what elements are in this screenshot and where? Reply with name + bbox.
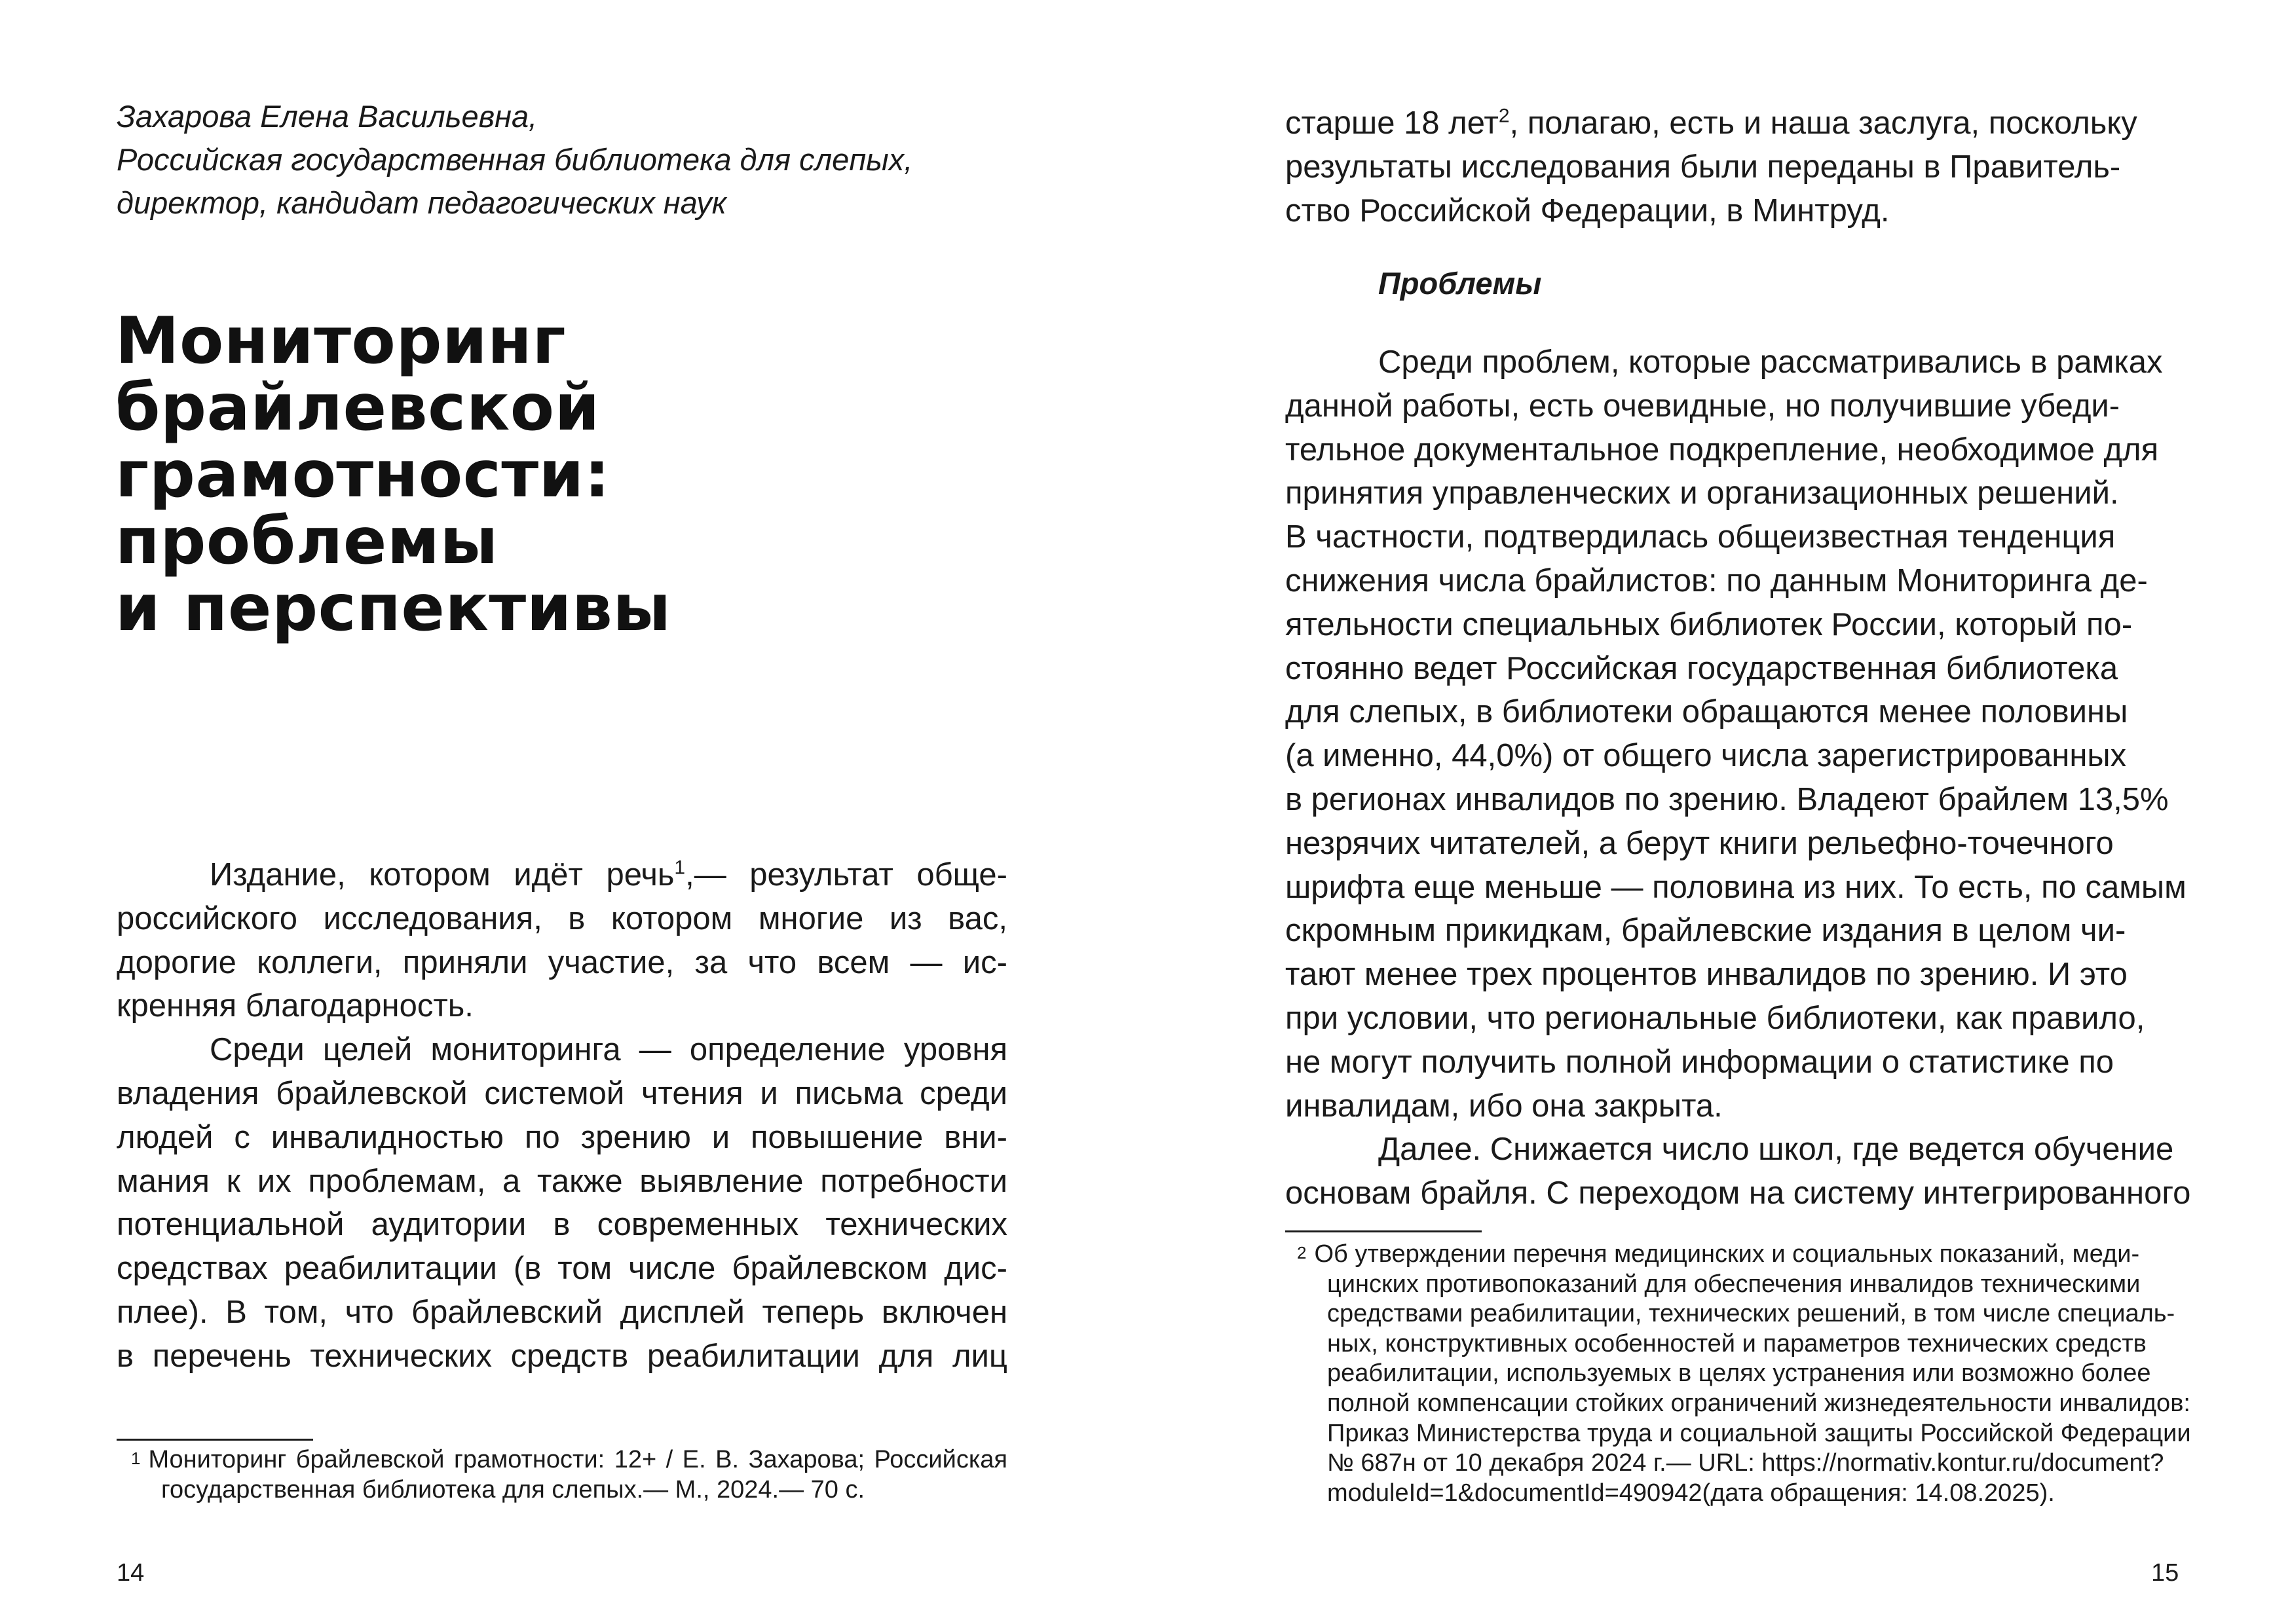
text-line: потенциальной аудитории в современных технических (117, 1207, 1007, 1243)
footnote-line: moduleId=1&documentId=490942(дата обращения: 14.08.2025). (1327, 1479, 2055, 1507)
footnote-line: $^1$ Мониторинг брайлевской грамотности: 12+ / Е. В. Захарова; Российская (131, 1446, 1007, 1473)
text-line: тельное документальное подкрепление, необходимое для (1285, 432, 2159, 468)
text-line: инвалидам, ибо она закрыта. (1285, 1088, 1723, 1124)
text-line: в регионах инвалидов по зрению. Владеют брайлем 13,5% (1285, 781, 2169, 817)
text-line: В частности, подтвердилась общеизвестная тенденция (1285, 519, 2116, 555)
text-line: шрифта еще меньше — половина из них. То есть, по самым (1285, 869, 2187, 905)
title-line: Мониторинг (115, 304, 567, 378)
text-line: стоянно ведет Российская государственная библиотека (1285, 650, 2118, 686)
text-line: данной работы, есть очевидные, но получившие убеди- (1285, 388, 2120, 424)
footnote-line: $^2$ Об утверждении перечня медицинских и социальных показаний, меди- (1297, 1240, 2140, 1268)
title-line: грамотности: (115, 437, 610, 512)
text-line: кренняя благодарность. (117, 988, 474, 1024)
footnote-number: 1 (131, 1449, 141, 1468)
title-line: и перспективы (115, 571, 671, 646)
text-line: скромным прикидкам, брайлевские издания в целом чи- (1285, 913, 2126, 949)
footnote-line: цинских противопоказаний для обеспечения инвалидов техническими (1327, 1270, 2141, 1298)
footnote-line: № 687н от 10 декабря 2024 г.— URL: https://normativ.kontur.ru/document? (1327, 1449, 2164, 1477)
footnote-2 (1297, 1240, 2191, 1508)
footnote-number: 2 (1297, 1243, 1307, 1263)
text-line: российского исследования, в котором многие из вас, (117, 900, 1007, 936)
text-line: тают менее трех процентов инвалидов по зрению. И это (1285, 957, 2128, 993)
text-line: в перечень технических средств реабилитации для лиц (117, 1338, 1007, 1374)
footnote-rule (117, 1439, 313, 1441)
author-organization: Российская государственная библиотека для слепых, (117, 142, 913, 177)
page-number-right: 15 (2151, 1559, 2179, 1587)
text-line: незрячих читателей, а берут книги рельефно-точечного (1285, 825, 2114, 861)
text-line: результаты исследования были переданы в Правитель- (1285, 149, 2121, 185)
left-body-text (117, 853, 1007, 1378)
text-line: не могут получить полной информации о статистике по (1285, 1044, 2114, 1080)
footnote-line: полной компенсации стойких ограничений жизнедеятельности инвалидов: (1327, 1389, 2190, 1417)
right-top-text (1285, 101, 2137, 232)
text-line: ятельности специальных библиотек России, который по- (1285, 606, 2133, 642)
footnote-line: государственная библиотека для слепых.— М., 2024.— 70 с. (161, 1475, 865, 1504)
footnote-line: Приказ Министерства труда и социальной защиты Российской Федерации (1327, 1419, 2191, 1447)
title-line: проблемы (115, 504, 498, 579)
author-block (117, 95, 1034, 225)
right-page (1145, 0, 2290, 1624)
text-line: принятия управленческих и организационных решений. (1285, 475, 2119, 511)
text-line: плее). В том, что брайлевский дисплей теперь включен (117, 1294, 1007, 1330)
footnote-line: средствами реабилитации, технических решений, в том числе специаль- (1327, 1300, 2175, 1328)
text-line: дорогие коллеги, приняли участие, за что всем — ис- (117, 944, 1007, 980)
title-line: брайлевской (115, 371, 600, 445)
text-line: основам брайля. С переходом на систему интегрированного (1285, 1175, 2191, 1211)
text-line: мания к их проблемам, а также выявление потребности (117, 1163, 1007, 1199)
author-name: Захарова Елена Васильевна, (117, 99, 538, 134)
right-body-text (1285, 341, 2191, 1215)
footnote-line: ных, конструктивных особенностей и параметров технических средств (1327, 1329, 2147, 1357)
text-line: Издание, котором идёт речь$^1$,— результат обще- (210, 857, 1007, 893)
text-line: Среди целей мониторинга — определение уровня (210, 1032, 1007, 1068)
author-position: директор, кандидат педагогических наук (117, 185, 726, 220)
text-line: ство Российской Федерации, в Минтруд. (1285, 193, 1890, 229)
footnote-line: реабилитации, используемых в целях устранения или возможно более (1327, 1359, 2151, 1388)
footnote-1 (131, 1445, 1007, 1505)
text-line: снижения числа брайлистов: по данным Мониторинга де- (1285, 563, 2148, 599)
text-line: людей с инвалидностью по зрению и повышение вни- (117, 1119, 1007, 1155)
text-line: (а именно, 44,0%) от общего числа зарегистрированных (1285, 738, 2127, 774)
footnote-reference: 1 (674, 857, 686, 879)
text-line: Среди проблем, которые рассматривались в рамках (1378, 344, 2163, 380)
footnote-reference: 2 (1498, 105, 1510, 127)
text-line: старше 18 лет$^2$, полагаю, есть и наша заслуга, поскольку (1285, 105, 2137, 141)
page-number-left: 14 (117, 1559, 145, 1587)
text-line: средствах реабилитации (в том числе брайлевском дис- (117, 1251, 1007, 1287)
footnote-rule (1285, 1230, 1482, 1232)
article-title (115, 304, 967, 646)
text-line: Далее. Снижается число школ, где ведется обучение (1378, 1132, 2174, 1168)
text-line: при условии, что региональные библиотеки, как правило, (1285, 1000, 2145, 1036)
text-line: владения брайлевской системой чтения и письма среди (117, 1075, 1007, 1111)
text-line: для слепых, в библиотеки обращаются менее половины (1285, 694, 2128, 730)
section-heading: Проблемы (1378, 266, 1542, 301)
